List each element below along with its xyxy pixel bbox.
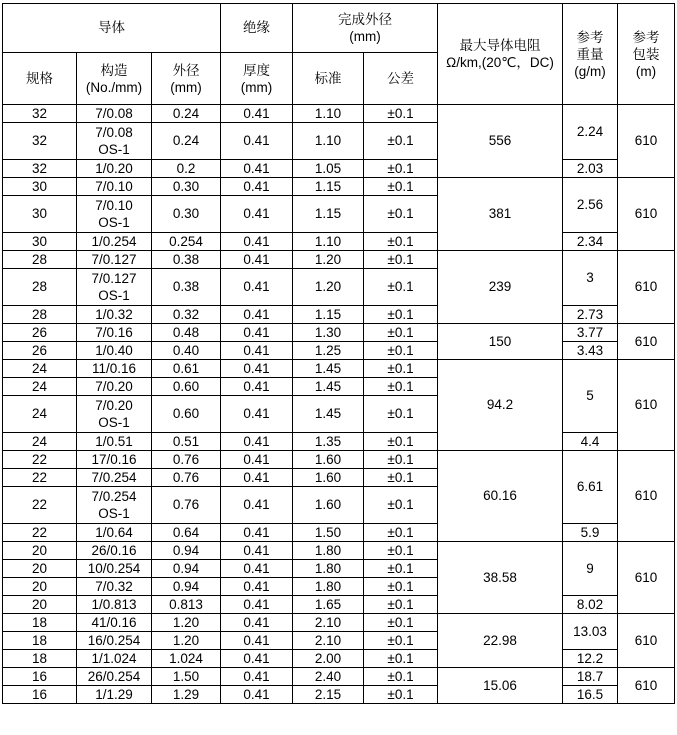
- cell-thickness: 0.41: [221, 433, 293, 451]
- construction-value: 7/0.08: [95, 106, 133, 121]
- construction-value: 1/0.813: [91, 597, 137, 612]
- construction-suffix: OS-1: [98, 142, 130, 157]
- header-tolerance: 公差: [364, 53, 438, 105]
- cell-max-resistance: 150: [438, 324, 563, 360]
- cell-thickness: 0.41: [221, 324, 293, 342]
- cell-conductor-od: 0.51: [152, 433, 221, 451]
- cell-ref-pack: 610: [618, 324, 675, 360]
- construction-suffix: OS-1: [98, 215, 130, 230]
- cell-construction: [77, 306, 152, 324]
- table-row: [3, 614, 675, 632]
- cell-standard-od: 2.40: [293, 668, 364, 686]
- cell-conductor-od: 0.94: [152, 542, 221, 560]
- construction-value: 7/0.254: [91, 470, 137, 485]
- table-row: [3, 342, 675, 360]
- cell-standard-od: 2.00: [293, 650, 364, 668]
- header-ref-weight-l1: 参考: [576, 29, 604, 45]
- table-row: [3, 251, 675, 269]
- construction-suffix: OS-1: [98, 415, 130, 430]
- cell-standard-od: 1.60: [293, 487, 364, 524]
- header-thickness-unit: (mm): [240, 79, 273, 95]
- cell-tolerance: ±0.1: [364, 524, 438, 542]
- cell-construction: [77, 396, 152, 433]
- header-ref-weight: [563, 4, 618, 105]
- cell-gauge: 32: [3, 160, 77, 178]
- cell-conductor-od: 0.60: [152, 396, 221, 433]
- cell-ref-weight-last: 3.43: [563, 342, 618, 360]
- table-row: [3, 233, 675, 251]
- cell-ref-pack: 610: [618, 668, 675, 704]
- cell-thickness: 0.41: [221, 196, 293, 233]
- construction-value: 11/0.16: [91, 361, 137, 376]
- table-row: [3, 451, 675, 469]
- cell-gauge: 26: [3, 342, 77, 360]
- cell-tolerance: ±0.1: [364, 105, 438, 123]
- construction-value: 7/0.32: [95, 579, 133, 594]
- cell-conductor-od: 0.32: [152, 306, 221, 324]
- table-body: [3, 105, 675, 704]
- cell-gauge: 16: [3, 686, 77, 704]
- cell-max-resistance: 38.58: [438, 542, 563, 614]
- cell-construction: [77, 160, 152, 178]
- cell-tolerance: ±0.1: [364, 360, 438, 378]
- cell-thickness: 0.41: [221, 560, 293, 578]
- cell-standard-od: 1.80: [293, 560, 364, 578]
- table-row: [3, 542, 675, 560]
- cell-construction: [77, 614, 152, 632]
- cell-gauge: 24: [3, 433, 77, 451]
- cell-construction: [77, 360, 152, 378]
- cell-thickness: 0.41: [221, 360, 293, 378]
- cell-conductor-od: 0.94: [152, 560, 221, 578]
- cell-conductor-od: 0.813: [152, 596, 221, 614]
- cell-standard-od: 1.15: [293, 306, 364, 324]
- cell-tolerance: ±0.1: [364, 668, 438, 686]
- header-max-resistance-label: 最大导体电阻: [459, 38, 541, 53]
- cell-construction: [77, 178, 152, 196]
- cell-standard-od: 1.60: [293, 451, 364, 469]
- cell-construction: [77, 650, 152, 668]
- cell-ref-pack: 610: [618, 542, 675, 614]
- cell-conductor-od: 0.254: [152, 233, 221, 251]
- cell-construction: [77, 269, 152, 306]
- cell-construction: [77, 251, 152, 269]
- construction-value: 1/0.51: [95, 434, 133, 449]
- construction-value: 1/1.29: [95, 687, 133, 702]
- cell-thickness: 0.41: [221, 105, 293, 123]
- cell-standard-od: 1.45: [293, 396, 364, 433]
- cell-construction: [77, 469, 152, 487]
- cell-gauge: 22: [3, 451, 77, 469]
- cell-gauge: 26: [3, 324, 77, 342]
- cell-conductor-od: 1.20: [152, 632, 221, 650]
- cell-standard-od: 2.10: [293, 614, 364, 632]
- cell-tolerance: ±0.1: [364, 632, 438, 650]
- cell-standard-od: 1.30: [293, 324, 364, 342]
- cell-max-resistance: 15.06: [438, 668, 563, 704]
- construction-value: 17/0.16: [91, 452, 137, 467]
- header-standard: 标准: [293, 53, 364, 105]
- construction-value: 7/0.08: [95, 125, 133, 140]
- cell-construction: [77, 196, 152, 233]
- cell-conductor-od: 0.94: [152, 578, 221, 596]
- cell-standard-od: 2.10: [293, 632, 364, 650]
- cell-gauge: 20: [3, 578, 77, 596]
- header-conductor-od: [152, 53, 221, 105]
- cell-gauge: 20: [3, 560, 77, 578]
- header-finished-od-unit: (mm): [349, 29, 381, 44]
- cell-thickness: 0.41: [221, 596, 293, 614]
- header-ref-pack-l1: 参考: [632, 29, 660, 45]
- cell-ref-weight: 13.03: [563, 614, 618, 650]
- cell-tolerance: ±0.1: [364, 487, 438, 524]
- cell-thickness: 0.41: [221, 668, 293, 686]
- cell-thickness: 0.41: [221, 686, 293, 704]
- cell-gauge: 24: [3, 360, 77, 378]
- cell-tolerance: ±0.1: [364, 542, 438, 560]
- cell-conductor-od: 1.20: [152, 614, 221, 632]
- header-insulation: 绝缘: [221, 4, 293, 53]
- construction-value: 7/0.10: [95, 179, 133, 194]
- cell-thickness: 0.41: [221, 342, 293, 360]
- header-max-resistance-unit: Ω/km,(20℃，DC): [446, 55, 554, 70]
- cell-construction: [77, 451, 152, 469]
- cell-thickness: 0.41: [221, 306, 293, 324]
- cell-construction: [77, 686, 152, 704]
- cell-ref-weight-last: 4.4: [563, 433, 618, 451]
- cell-standard-od: 1.15: [293, 178, 364, 196]
- cell-gauge: 24: [3, 396, 77, 433]
- cell-max-resistance: 94.2: [438, 360, 563, 451]
- cell-tolerance: ±0.1: [364, 324, 438, 342]
- cell-conductor-od: 1.50: [152, 668, 221, 686]
- cell-tolerance: ±0.1: [364, 614, 438, 632]
- table-row: [3, 105, 675, 123]
- header-finished-od-label: 完成外径: [338, 12, 393, 27]
- cell-gauge: 32: [3, 105, 77, 123]
- cell-conductor-od: 0.60: [152, 378, 221, 396]
- cell-gauge: 30: [3, 233, 77, 251]
- cell-ref-pack: 610: [618, 451, 675, 542]
- cell-ref-weight: 18.7: [563, 668, 618, 686]
- cell-thickness: 0.41: [221, 542, 293, 560]
- cell-construction: [77, 560, 152, 578]
- header-ref-weight-l2: 重量: [576, 46, 604, 62]
- cell-thickness: 0.41: [221, 469, 293, 487]
- construction-value: 1/0.20: [95, 161, 133, 176]
- cell-ref-pack: 610: [618, 105, 675, 178]
- cell-gauge: 30: [3, 178, 77, 196]
- cell-ref-weight: 9: [563, 542, 618, 596]
- cell-construction: [77, 668, 152, 686]
- cell-conductor-od: 0.38: [152, 269, 221, 306]
- construction-value: 7/0.20: [95, 379, 133, 394]
- cell-gauge: 30: [3, 196, 77, 233]
- cell-thickness: 0.41: [221, 123, 293, 160]
- cell-standard-od: 1.65: [293, 596, 364, 614]
- cell-thickness: 0.41: [221, 233, 293, 251]
- cell-construction: [77, 378, 152, 396]
- cell-thickness: 0.41: [221, 578, 293, 596]
- cell-standard-od: 1.35: [293, 433, 364, 451]
- cell-conductor-od: 0.61: [152, 360, 221, 378]
- cell-tolerance: ±0.1: [364, 650, 438, 668]
- cell-conductor-od: 0.2: [152, 160, 221, 178]
- header-ref-pack: [618, 4, 675, 105]
- cell-construction: [77, 324, 152, 342]
- cell-tolerance: ±0.1: [364, 451, 438, 469]
- cell-conductor-od: 1.024: [152, 650, 221, 668]
- cell-gauge: 28: [3, 306, 77, 324]
- construction-value: 16/0.254: [87, 633, 141, 648]
- cell-tolerance: ±0.1: [364, 578, 438, 596]
- cell-ref-weight: 6.61: [563, 451, 618, 524]
- cell-ref-weight: 2.24: [563, 105, 618, 160]
- cell-construction: [77, 342, 152, 360]
- cell-gauge: 20: [3, 596, 77, 614]
- construction-value: 7/0.127: [91, 252, 137, 267]
- cell-standard-od: 1.80: [293, 578, 364, 596]
- construction-value: 26/0.16: [91, 543, 137, 558]
- table-row: [3, 686, 675, 704]
- cable-spec-table: [2, 3, 675, 704]
- cell-thickness: 0.41: [221, 614, 293, 632]
- cell-ref-weight-last: 2.03: [563, 160, 618, 178]
- cell-construction: [77, 233, 152, 251]
- construction-suffix: OS-1: [98, 506, 130, 521]
- construction-value: 7/0.20: [95, 398, 133, 413]
- cell-construction: [77, 524, 152, 542]
- header-ref-pack-l2: 包装: [632, 46, 660, 62]
- cell-conductor-od: 0.64: [152, 524, 221, 542]
- cell-max-resistance: 22.98: [438, 614, 563, 668]
- cell-gauge: 28: [3, 251, 77, 269]
- cell-gauge: 22: [3, 469, 77, 487]
- cell-thickness: 0.41: [221, 632, 293, 650]
- cell-gauge: 18: [3, 614, 77, 632]
- cell-conductor-od: 0.38: [152, 251, 221, 269]
- table-row: [3, 433, 675, 451]
- cell-tolerance: ±0.1: [364, 560, 438, 578]
- header-construction-unit: (No./mm): [85, 79, 143, 95]
- cell-construction: [77, 596, 152, 614]
- cell-ref-pack: 610: [618, 251, 675, 324]
- cell-standard-od: 1.45: [293, 378, 364, 396]
- cell-thickness: 0.41: [221, 178, 293, 196]
- cell-tolerance: ±0.1: [364, 378, 438, 396]
- cell-tolerance: ±0.1: [364, 123, 438, 160]
- cell-max-resistance: 60.16: [438, 451, 563, 542]
- header-thickness-label: 厚度: [243, 62, 271, 78]
- construction-value: 10/0.254: [87, 561, 141, 576]
- construction-suffix: OS-1: [98, 288, 130, 303]
- cell-conductor-od: 0.40: [152, 342, 221, 360]
- header-thickness: [221, 53, 293, 105]
- cell-standard-od: 1.05: [293, 160, 364, 178]
- cell-standard-od: 1.20: [293, 251, 364, 269]
- cell-ref-weight-last: 12.2: [563, 650, 618, 668]
- cell-thickness: 0.41: [221, 251, 293, 269]
- cell-thickness: 0.41: [221, 650, 293, 668]
- cell-thickness: 0.41: [221, 269, 293, 306]
- cell-construction: [77, 123, 152, 160]
- cell-tolerance: ±0.1: [364, 342, 438, 360]
- cell-conductor-od: 0.24: [152, 105, 221, 123]
- cell-gauge: 18: [3, 632, 77, 650]
- cell-conductor-od: 0.30: [152, 178, 221, 196]
- cell-standard-od: 1.25: [293, 342, 364, 360]
- cell-thickness: 0.41: [221, 487, 293, 524]
- cell-ref-pack: 610: [618, 178, 675, 251]
- cell-standard-od: 1.20: [293, 269, 364, 306]
- table-row: [3, 668, 675, 686]
- cell-tolerance: ±0.1: [364, 596, 438, 614]
- table-row: [3, 596, 675, 614]
- header-max-resistance: [438, 4, 563, 105]
- construction-value: 1/0.254: [91, 234, 137, 249]
- header-ref-pack-unit: (m): [635, 63, 657, 79]
- cell-max-resistance: 556: [438, 105, 563, 178]
- cell-construction: [77, 105, 152, 123]
- cell-thickness: 0.41: [221, 160, 293, 178]
- cell-gauge: 28: [3, 269, 77, 306]
- header-construction-label: 构造: [100, 62, 128, 78]
- cell-standard-od: 1.10: [293, 123, 364, 160]
- cell-standard-od: 1.10: [293, 233, 364, 251]
- cell-standard-od: 1.80: [293, 542, 364, 560]
- cell-ref-pack: 610: [618, 614, 675, 668]
- cell-gauge: 32: [3, 123, 77, 160]
- cell-gauge: 20: [3, 542, 77, 560]
- cell-gauge: 16: [3, 668, 77, 686]
- cell-conductor-od: 0.76: [152, 487, 221, 524]
- cell-standard-od: 1.10: [293, 105, 364, 123]
- cell-max-resistance: 381: [438, 178, 563, 251]
- cell-ref-weight: 5: [563, 360, 618, 433]
- construction-value: 1/0.32: [95, 307, 133, 322]
- cell-tolerance: ±0.1: [364, 269, 438, 306]
- header-ref-weight-unit: (g/m): [574, 63, 606, 79]
- table-row: [3, 178, 675, 196]
- cell-ref-weight-last: 5.9: [563, 524, 618, 542]
- cell-thickness: 0.41: [221, 524, 293, 542]
- cell-construction: [77, 433, 152, 451]
- cell-standard-od: 1.45: [293, 360, 364, 378]
- table-row: [3, 524, 675, 542]
- cell-conductor-od: 0.76: [152, 469, 221, 487]
- table-row: [3, 360, 675, 378]
- header-conductor: 导体: [3, 4, 221, 53]
- cell-tolerance: ±0.1: [364, 306, 438, 324]
- cell-tolerance: ±0.1: [364, 196, 438, 233]
- header-gauge: 规格: [3, 53, 77, 105]
- construction-value: 41/0.16: [91, 615, 137, 630]
- construction-value: 1/1.024: [91, 651, 137, 666]
- cell-ref-pack: 610: [618, 360, 675, 451]
- cell-construction: [77, 542, 152, 560]
- cell-tolerance: ±0.1: [364, 686, 438, 704]
- cell-thickness: 0.41: [221, 378, 293, 396]
- cell-standard-od: 2.15: [293, 686, 364, 704]
- cell-tolerance: ±0.1: [364, 160, 438, 178]
- cell-gauge: 22: [3, 487, 77, 524]
- table-row: [3, 160, 675, 178]
- cell-gauge: 18: [3, 650, 77, 668]
- cell-conductor-od: 0.30: [152, 196, 221, 233]
- construction-value: 26/0.254: [87, 669, 141, 684]
- cell-tolerance: ±0.1: [364, 396, 438, 433]
- cell-standard-od: 1.50: [293, 524, 364, 542]
- table-row: [3, 324, 675, 342]
- table-row: [3, 306, 675, 324]
- cell-tolerance: ±0.1: [364, 251, 438, 269]
- cell-gauge: 22: [3, 524, 77, 542]
- cell-ref-weight-last: 2.73: [563, 306, 618, 324]
- cell-construction: [77, 487, 152, 524]
- cell-conductor-od: 0.24: [152, 123, 221, 160]
- construction-value: 7/0.16: [95, 325, 133, 340]
- header-conductor-od-label: 外径: [172, 62, 200, 78]
- cell-gauge: 24: [3, 378, 77, 396]
- cell-construction: [77, 632, 152, 650]
- cell-conductor-od: 1.29: [152, 686, 221, 704]
- cell-standard-od: 1.15: [293, 196, 364, 233]
- cell-ref-weight: 3: [563, 251, 618, 306]
- header-construction: [77, 53, 152, 105]
- cell-tolerance: ±0.1: [364, 469, 438, 487]
- header-finished-od: [293, 4, 438, 53]
- cell-ref-weight-last: 8.02: [563, 596, 618, 614]
- header-conductor-od-unit: (mm): [170, 79, 202, 95]
- construction-value: 7/0.10: [95, 198, 133, 213]
- cell-max-resistance: 239: [438, 251, 563, 324]
- construction-value: 7/0.254: [91, 489, 137, 504]
- construction-value: 1/0.64: [95, 525, 133, 540]
- table-row: [3, 650, 675, 668]
- cell-tolerance: ±0.1: [364, 233, 438, 251]
- construction-value: 7/0.127: [91, 271, 137, 286]
- cell-thickness: 0.41: [221, 396, 293, 433]
- cell-construction: [77, 578, 152, 596]
- cell-standard-od: 1.60: [293, 469, 364, 487]
- construction-value: 1/0.40: [95, 343, 133, 358]
- cell-ref-weight-last: 16.5: [563, 686, 618, 704]
- cell-ref-weight-last: 2.34: [563, 233, 618, 251]
- cell-conductor-od: 0.48: [152, 324, 221, 342]
- cell-ref-weight: 2.56: [563, 178, 618, 233]
- cell-tolerance: ±0.1: [364, 433, 438, 451]
- cell-thickness: 0.41: [221, 451, 293, 469]
- cell-ref-weight: 3.77: [563, 324, 618, 342]
- cell-conductor-od: 0.76: [152, 451, 221, 469]
- cell-tolerance: ±0.1: [364, 178, 438, 196]
